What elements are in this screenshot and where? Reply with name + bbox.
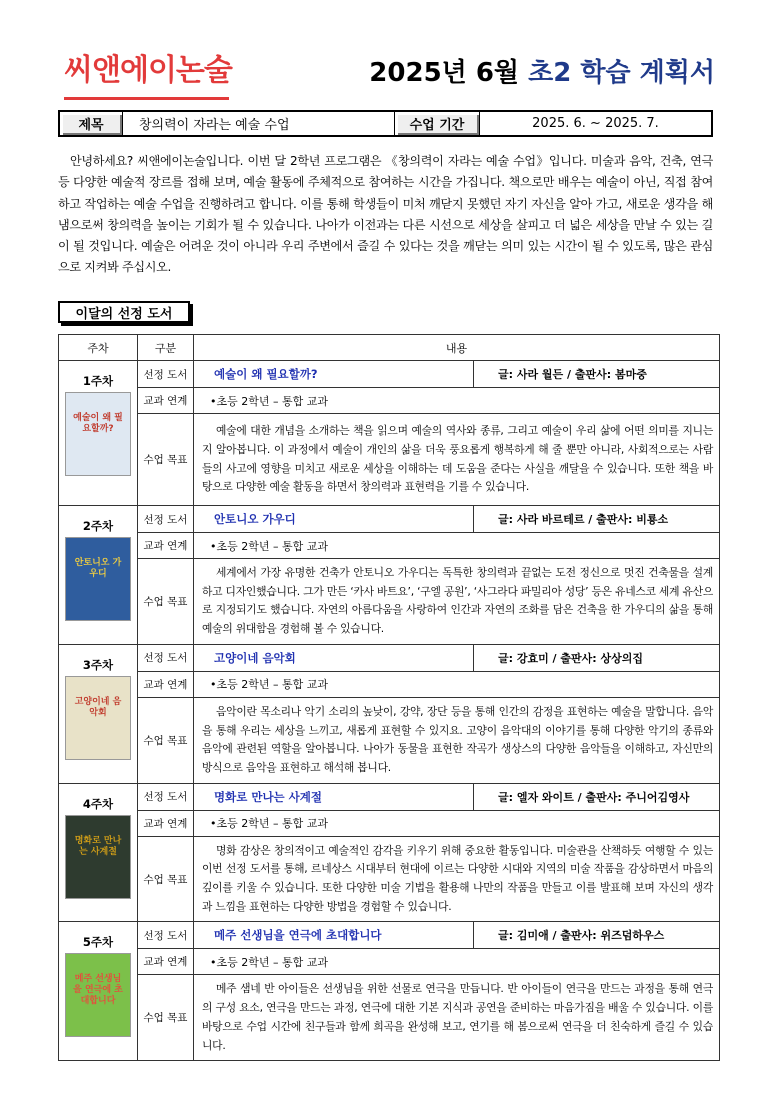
class-goal: 세계에서 가장 유명한 건축가 안토니오 가우디는 독특한 창의력과 끝없는 도전 정신으로 멋진 건축물을 설계하고 디자인했습니다. 그가 만든 ‘카사 바트요’, ‘구엘 공원’, ‘사그라다 파밀리아 성당’ 등은 유네스코 세계 유산으로 지정되기도 했습니다. 자연의 아름다움을 사랑하여 인간과 자연의 조화를 담은 건축을 한 가우디의 삶을 통해 예술의 위대함을 경험해 볼 수 있습니다. <box>194 559 720 645</box>
book-author-publisher: 글: 엘자 와이트 / 출판사: 주니어김영사 <box>474 783 720 810</box>
table-row <box>59 644 720 671</box>
intro-paragraph: 안녕하세요? 씨앤에이논술입니다. 이번 달 2학년 프로그램은 《창의력이 자라는 예술 수업》입니다. 미술과 음악, 건축, 연극 등 다양한 예술적 장르를 접해 보며, 예술 활동에 주체적으로 참여하는 시간을 가집니다. 책으로만 배우는 예술이 아닌, 직접 참여하고 작업하는 예술 수업을 진행하려고 합니다. 이를 통해 학생들이 미처 깨닫지 못했던 자기 자신을 알아 가고, 새로운 생각을 해냄으로써 창의력을 높이는 기회가 될 수 있습니다. 나아가 이전과는 다른 시선으로 세상을 살피고 더 넓은 세상을 만날 수 있는 길이 될 것입니다. 예술은 어려운 것이 아니라 우리 주변에서 즐길 수 있다는 것을 깨닫는 의미 있는 시간이 될 수 있도록, 많은 관심으로 지켜봐 주십시오. <box>58 154 713 275</box>
category-goal: 수업 목표 <box>138 697 194 783</box>
brand-logo: 씨앤에이논술 <box>64 53 232 88</box>
category-goal: 수업 목표 <box>138 414 194 506</box>
info-bar <box>58 110 713 137</box>
header-category: 구분 <box>138 335 194 361</box>
week-cell <box>59 361 138 506</box>
week-cell <box>59 644 138 783</box>
book-cover-image <box>65 953 131 1037</box>
category-goal: 수업 목표 <box>138 975 194 1061</box>
table-row <box>59 388 720 414</box>
book-cover-title: 안토니오 가우디 <box>74 558 122 579</box>
table-header-row <box>59 335 720 361</box>
book-author-publisher: 글: 사라 바르테르 / 출판사: 비룡소 <box>474 506 720 533</box>
header-week: 주차 <box>59 335 138 361</box>
book-cover-image <box>65 815 131 899</box>
book-schedule-table <box>58 334 720 1061</box>
section-label: 이달의 선정 도서 <box>58 301 190 323</box>
class-goal: 명화 감상은 창의적이고 예술적인 감각을 키우기 위해 중요한 활동입니다. 미술관을 산책하듯 여행할 수 있는 이번 선정 도서를 통해, 르네상스 시대부터 현대에 이르는 다양한 시대와 지역의 미술 작품을 감상하면서 마음의 깊이를 키울 수 있습니다. 또한 다양한 미술 기법을 활용해 나만의 작품을 만들고 이를 발표해 보며 자신의 생각과 느낌을 표현하는 다양한 방법을 경험할 수 있습니다. <box>194 836 720 922</box>
category-book: 선정 도서 <box>138 922 194 949</box>
class-goal: 예술에 대한 개념을 소개하는 책을 읽으며 예술의 역사와 종류, 그리고 예술이 우리 삶에 어떤 의미를 지니는지 알아봅니다. 이 과정에서 예술이 개인의 삶을 더욱 풍요롭게 행복하게 해 줄 뿐만 아니라, 사회적으로는 사람들의 사고에 영향을 미치고 새로운 세상을 이해하는 데 도움을 준다는 사실을 깨달을 수 있습니다. 또한 책을 바탕으로 다양한 예술 활동을 하면서 창의력과 표현력을 기를 수 있습니다. <box>194 414 720 506</box>
table-row <box>59 361 720 388</box>
class-goal: 메주 샘네 반 아이들은 선생님을 위한 선물로 연극을 만듭니다. 반 아이들이 연극을 만드는 과정을 통해 연극의 구성 요소, 연극을 만드는 과정, 연극에 대한 기본 지식과 공연을 준비하는 마음가짐을 배울 수 있습니다. 이를 바탕으로 수업 시간에 친구들과 함께 희곡을 완성해 보고, 연기를 해 봄으로써 연극을 더 친숙하게 즐길 수 있습니다. <box>194 975 720 1061</box>
table-row <box>59 922 720 949</box>
week-cell <box>59 922 138 1061</box>
book-author-publisher: 글: 사라 월든 / 출판사: 봄마중 <box>474 361 720 388</box>
table-row <box>59 975 720 1061</box>
book-cover-image <box>65 676 131 760</box>
title-plan: 초2 학습 계획서 <box>528 58 715 88</box>
book-cover-title: 고양이네 음악회 <box>74 696 122 718</box>
book-title: 안토니오 가우디 <box>194 506 474 533</box>
title-date: 2025년 6월 <box>369 58 520 88</box>
week-label: 5주차 <box>82 935 114 950</box>
book-title: 메주 선생님을 연극에 초대합니다 <box>194 922 474 949</box>
table-row <box>59 559 720 645</box>
week-label: 4주차 <box>82 796 114 811</box>
book-cover-title: 명화로 만나는 사계절 <box>74 835 122 857</box>
table-row <box>59 533 720 559</box>
header-content: 내용 <box>194 335 720 361</box>
category-goal: 수업 목표 <box>138 559 194 645</box>
book-cover-image <box>65 537 131 621</box>
curriculum-link: •초등 2학년 – 통합 교과 <box>194 388 720 414</box>
week-label: 2주차 <box>82 519 114 533</box>
subject-value: 창의력이 자라는 예술 수업 <box>123 112 395 135</box>
week-label: 3주차 <box>82 657 114 672</box>
curriculum-link: •초등 2학년 – 통합 교과 <box>194 533 720 559</box>
subject-label: 제목 <box>60 112 123 135</box>
category-goal: 수업 목표 <box>138 836 194 922</box>
book-title: 명화로 만나는 사계절 <box>194 783 474 810</box>
book-author-publisher: 글: 강효미 / 출판사: 상상의집 <box>474 644 720 671</box>
curriculum-link: •초등 2학년 – 통합 교과 <box>194 671 720 697</box>
table-row <box>59 836 720 922</box>
book-cover-image <box>65 392 131 476</box>
week-cell <box>59 506 138 645</box>
category-book: 선정 도서 <box>138 644 194 671</box>
book-title: 예술이 왜 필요할까? <box>194 361 474 388</box>
class-goal: 음악이란 목소리나 악기 소리의 높낮이, 강약, 장단 등을 통해 인간의 감정을 표현하는 예술을 말합니다. 음악을 통해 우리는 세상을 느끼고, 새롭게 표현할 수 있지요. 고양이 음악대의 이야기를 통해 다양한 악기의 종류와 음악에 관련된 역할을 알아봅니다. 나아가 동물을 표현한 작곡가 생상스의 다양한 음악들을 이해하고, 자신만의 방식으로 음악을 표현하고 해석해 봅니다. <box>194 697 720 783</box>
document-title <box>369 56 715 90</box>
period-label: 수업 기간 <box>395 112 480 135</box>
category-book: 선정 도서 <box>138 361 194 388</box>
week-cell <box>59 783 138 922</box>
period-value: 2025. 6. ~ 2025. 7. <box>532 116 659 131</box>
category-curriculum: 교과 연계 <box>138 810 194 836</box>
book-author-publisher: 글: 김미애 / 출판사: 위즈덤하우스 <box>474 922 720 949</box>
table-row <box>59 810 720 836</box>
book-cover-title: 예술이 왜 필요할까? <box>73 413 123 434</box>
schedule-body <box>59 361 720 1061</box>
category-book: 선정 도서 <box>138 783 194 810</box>
curriculum-link: •초등 2학년 – 통합 교과 <box>194 949 720 975</box>
table-row <box>59 414 720 506</box>
book-title: 고양이네 음악회 <box>194 644 474 671</box>
category-curriculum: 교과 연계 <box>138 671 194 697</box>
table-row <box>59 949 720 975</box>
table-row <box>59 671 720 697</box>
table-row <box>59 697 720 783</box>
table-row <box>59 506 720 533</box>
category-curriculum: 교과 연계 <box>138 533 194 559</box>
week-label: 1주차 <box>82 374 114 388</box>
table-row <box>59 783 720 810</box>
book-cover-title: 메주 선생님을 연극에 초대합니다 <box>73 974 123 1007</box>
category-curriculum: 교과 연계 <box>138 949 194 975</box>
logo-underline <box>64 97 229 100</box>
curriculum-link: •초등 2학년 – 통합 교과 <box>194 810 720 836</box>
category-book: 선정 도서 <box>138 506 194 533</box>
category-curriculum: 교과 연계 <box>138 388 194 414</box>
